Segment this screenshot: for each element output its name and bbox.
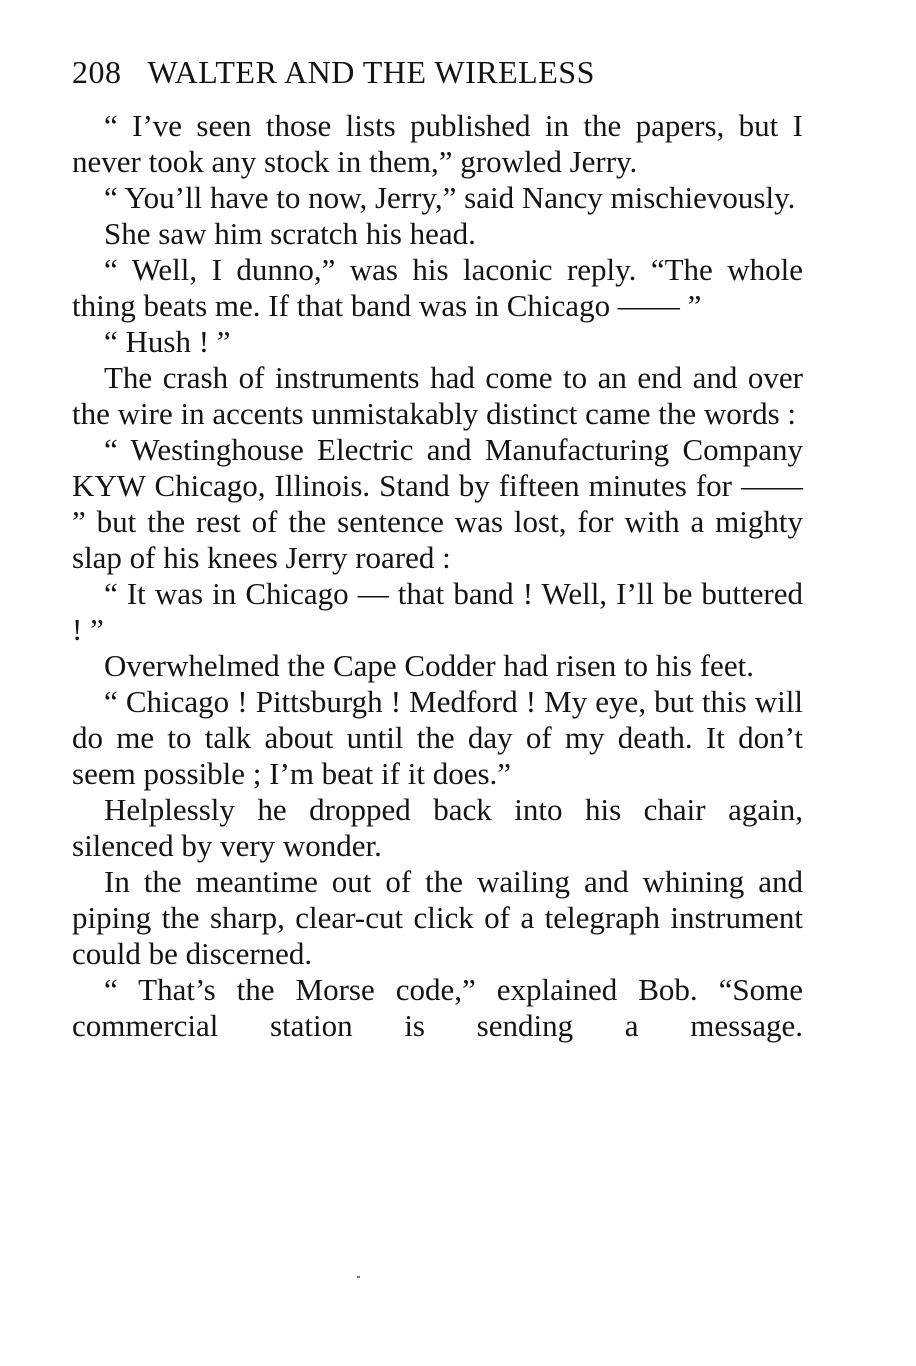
paragraph-meantime: In the meantime out of the wailing and whining and piping the sharp, clear-cut click of a telegraph instrument could be discerned. [72,864,803,971]
paragraph-overwhelmed: Overwhelmed the Cape Codder had risen to his feet. [104,648,754,683]
paragraph-scratch-head: She saw him scratch his head. [104,216,476,251]
paragraph-dunno: “ Well, I dunno,” was his laconic reply. “The whole thing beats me. If that band was in Chicago —— ” [72,252,803,323]
page-body [72,108,803,1044]
paragraph-westinghouse: “ Westinghouse Electric and Manufacturing Company KYW Chicago, Illinois. Stand by fifteen minutes for —— ” but the rest of the sentence was lost, for with a mighty slap of his knees Jerry roared : [72,432,803,575]
running-title: WALTER AND THE WIRELESS [147,54,595,90]
paragraph-nancy-reply: “ You’ll have to now, Jerry,” said Nancy mischievously. [104,180,796,215]
paragraph-in-chicago: “ It was in Chicago — that band ! Well, I’ll be buttered ! ” [72,576,803,647]
paragraph-jerry-lists: “ I’ve seen those lists published in the papers, but I never took any stock in them,” growled Jerry. [72,108,803,179]
paragraph-chicago-pittsburgh: “ Chicago ! Pittsburgh ! Medford ! My eye, but this will do me to talk about until the day of my death. It don’t seem possible ; I’m beat if it does.” [72,684,803,791]
paragraph-morse-code: “ That’s the Morse code,” explained Bob. “Some commercial station is sending a message. [72,972,803,1043]
paragraph-helplessly: Helplessly he dropped back into his chair again, silenced by very wonder. [72,792,803,863]
running-header [72,52,712,92]
paragraph-hush: “ Hush ! ” [104,324,231,359]
paragraph-crash-of-instruments: The crash of instruments had come to an end and over the wire in accents unmistakably distinct came the words : [72,360,803,431]
print-speck [357,1276,360,1278]
page-number: 208 [72,54,122,90]
